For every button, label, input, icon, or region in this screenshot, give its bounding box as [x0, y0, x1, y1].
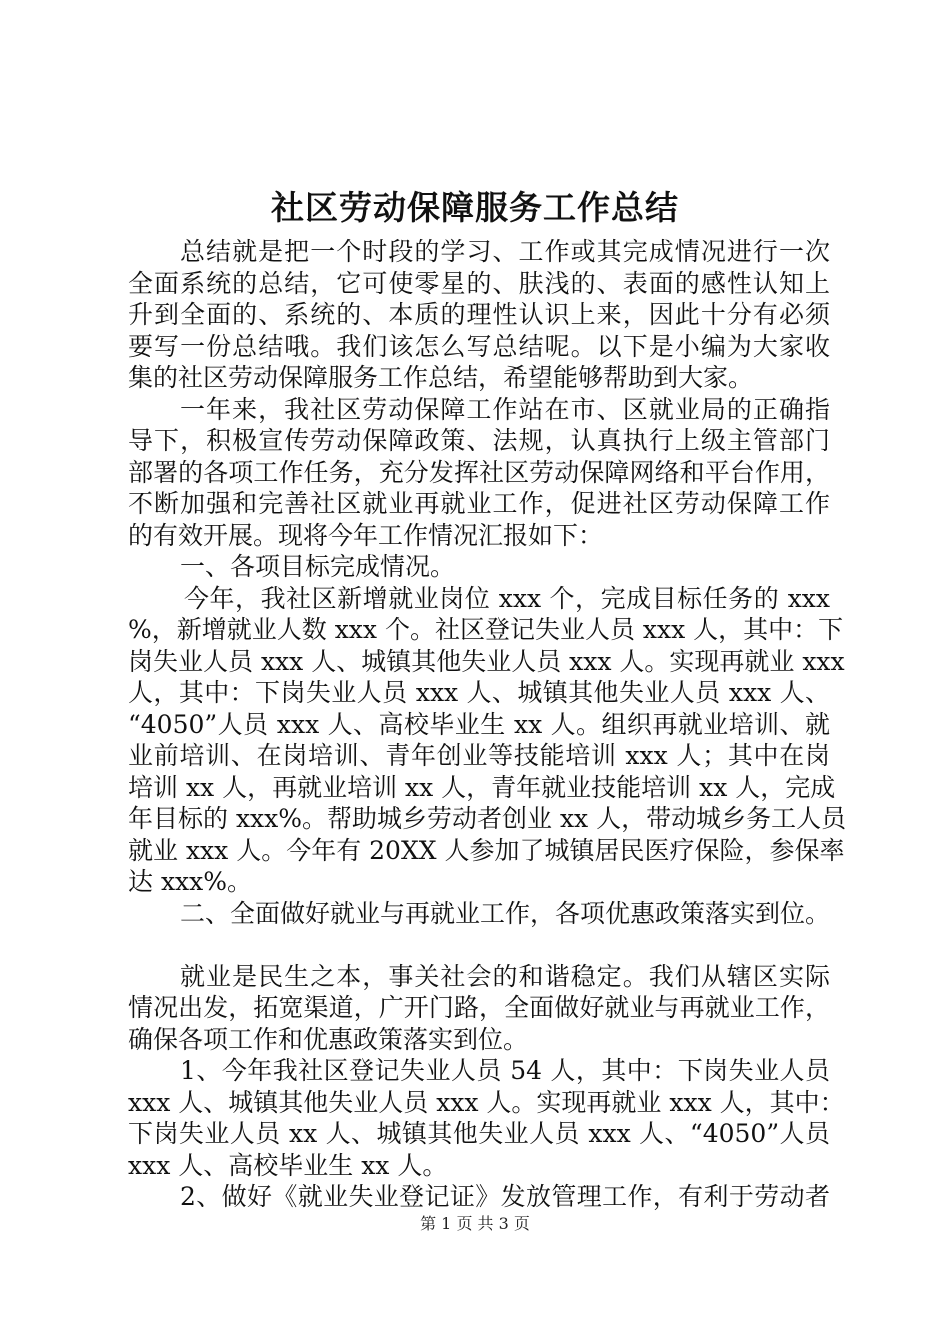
text-line: xxx 人、城镇其他失业人员 xxx 人。实现再就业 xxx 人，其中： [128, 1087, 845, 1117]
text-line: 部署的各项工作任务，充分发挥社区劳动保障网络和平台作用， [128, 457, 830, 487]
text-line: 今年，我社区新增就业岗位 xxx 个，完成目标任务的 xxx [184, 583, 830, 613]
text-line: 要写一份总结哦。我们该怎么写总结呢。以下是小编为大家收 [128, 331, 830, 361]
blank-line [128, 929, 830, 961]
text-line: “4050”人员 xxx 人、高校毕业生 xx 人。组织再就业培训、就 [128, 709, 830, 739]
text-line: 2、做好《就业失业登记证》发放管理工作，有利于劳动者 [180, 1182, 830, 1211]
text-line: %，新增就业人数 xxx 个。社区登记失业人员 xxx 人，其中：下 [128, 615, 844, 644]
text-line: 就业是民生之本，事关社会的和谐稳定。我们从辖区实际 [180, 961, 830, 991]
text-line: 情况出发，拓宽渠道，广开门路，全面做好就业与再就业工作， [128, 993, 830, 1022]
document-body [128, 236, 847, 1213]
text-line: 一年来，我社区劳动保障工作站在市、区就业局的正确指 [180, 394, 830, 424]
text-line: 导下，积极宣传劳动保障政策、法规，认真执行上级主管部门 [128, 426, 830, 455]
text-line: 下岗失业人员 xx 人、城镇其他失业人员 xxx 人、“4050”人员 [128, 1119, 830, 1148]
text-line: 培训 xx 人，再就业培训 xx 人，青年就业技能培训 xx 人，完成 [128, 772, 836, 802]
text-line: 全面系统的总结，它可使零星的、肤浅的、表面的感性认知上 [128, 268, 830, 298]
page-footer: 第 1 页 共 3 页 [420, 1214, 530, 1233]
text-line: 达 xxx%。 [128, 867, 252, 896]
text-line: 1、今年我社区登记失业人员 54 人，其中：下岗失业人员 [180, 1056, 830, 1085]
text-line: 的有效开展。现将今年工作情况汇报如下： [128, 520, 604, 550]
text-line: 就业 xxx 人。今年有 20XX 人参加了城镇居民医疗保险，参保率 [128, 835, 845, 865]
text-line: 年目标的 xxx%。帮助城乡劳动者创业 xx 人，带动城乡务工人员 [128, 804, 847, 833]
text-line: 人，其中：下岗失业人员 xxx 人、城镇其他失业人员 xxx 人、 [128, 678, 830, 707]
text-line: 二、全面做好就业与再就业工作，各项优惠政策落实到位。 [180, 898, 831, 928]
document-title: 社区劳动保障服务工作总结 [271, 188, 679, 227]
text-line: 总结就是把一个时段的学习、工作或其完成情况进行一次 [180, 237, 830, 266]
text-line: 岗失业人员 xxx 人、城镇其他失业人员 xxx 人。实现再就业 xxx [128, 646, 845, 676]
text-line: 升到全面的、系统的、本质的理性认识上来，因此十分有必须 [128, 300, 830, 329]
text-line: 不断加强和完善社区就业再就业工作，促进社区劳动保障工作 [128, 489, 830, 518]
text-line: 确保各项工作和优惠政策落实到位。 [128, 1024, 529, 1054]
text-line: xxx 人、高校毕业生 xx 人。 [128, 1150, 448, 1180]
text-line: 集的社区劳动保障服务工作总结，希望能够帮助到大家。 [128, 363, 754, 392]
text-line: 业前培训、在岗培训、青年创业等技能培训 xxx 人；其中在岗 [128, 741, 830, 770]
text-line: 一、各项目标完成情况。 [180, 552, 456, 581]
